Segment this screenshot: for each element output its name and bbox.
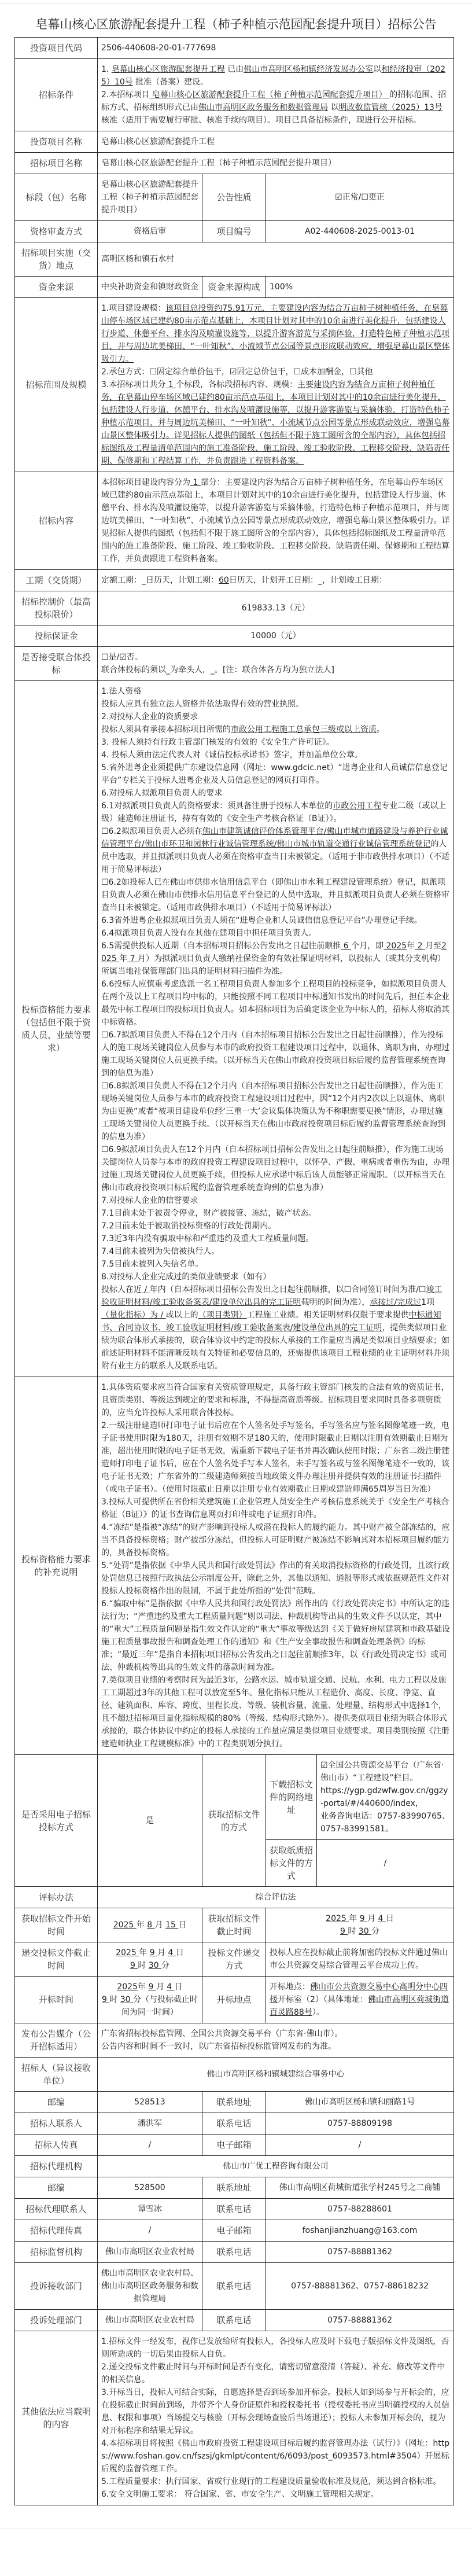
row-label: 联系电话 [202,2113,266,2135]
consortium-value [98,647,454,681]
paragraph: 2.一级注册建造师打印电子证书后应在个人签名处手写签名，手写签名应与签名图像笔迹一致，电子证书使用时限为180天，注册有效期不足180天的，使用时限截止日期以注册有效期截止日期为准，超出使用时限的电子证书无效，需重新下载电子证书并再次确认使用时限；广东省二级注册建造师打印电子证书后，应在个人签名处手写本人签名，未手写签名或与签名图像笔迹不一致的，该电子证书无效；广东省外的二级建造师须按当地政策文件办理注册并提供有效的注册证书扫描件（或电子证书）。（使用时限截止日期以注册专业有效期截止日期或建造师满65周岁当日为准） [101,1421,449,1494]
paragraph: 7.5目前未被列入失信名单。 [101,1260,204,1269]
get-docs-end-time [270,1925,450,1938]
agency-address: 佛山市高明区荷城街道张学村245号之二商铺 [266,2177,454,2199]
text-segment: 日 [174,1982,183,1992]
row-label: 邮编 [15,2177,98,2199]
get-docs-end-date [270,1912,450,1925]
row-label: 公告性质 [202,174,266,221]
row-label: 投标文件递交方式 [202,1942,266,1977]
project-code-value: 2506-440608-20-01-777698 [98,38,454,59]
underlined-text: 竣工验收证明材料/竣工验收备案表/建设单位出具的完工证明 [101,1285,443,1307]
row-ceiling-price [15,591,454,625]
row-label: 招标控制价（最高投标限价） [15,591,98,625]
agency-fax: / [98,2220,202,2242]
content-value [98,472,454,570]
underlined-text: 佛山市建筑诚信评价体系管理平台/佛山市城市道路建设与养护行业诚信管理平台/佛山市环卫和园林行业诚信管理系统/佛山市城市轨道交通行业诚信管理系统登记 [101,827,448,849]
underlined-text: 2025 [101,941,447,963]
paragraph: ☐6.9拟派项目负责人在12个月内（自本招标项目招标公告发出之日起往前顺推），作为施工现场关键岗位人员参与本市的政府投资工程建设项目过程中，以怀孕、产假、重病或者重伤为由，办理过施工现场关键岗位人员更换手续，但投标人应承诺中标后该人员能够正常履职。（以开标当天在佛山市政府投资项目标后履约监督管理系统查询到的信息为准） [101,1145,449,1193]
underlined-text: 皂幕山核心区旅游配套提升工程 [111,65,225,74]
row-label: 获取招标文件截止时间 [202,1908,266,1942]
paragraph: 公告内容和时间不一致时，以广东省招标投标监管网发布的为准。 [101,2042,336,2051]
row-label: 招标范围及规模 [15,298,98,472]
text-segment: 时 [138,1961,149,1970]
paragraph [101,940,450,978]
underlined-text: 30 [120,1995,134,2004]
ceiling-price-value: 619833.13（元） [98,591,454,625]
page-title: 皂幕山核心区旅游配套提升工程（柿子种植示范园配套提升项目）招标公告 [35,17,437,31]
row-agency [15,2156,454,2177]
tenderer-phone: 0757-88809198 [266,2113,454,2135]
underlined-text: 15 [165,1920,179,1930]
row-agency-postcode [15,2177,454,2199]
submit-date [101,1946,198,1959]
row-complaint-receive [15,2263,454,2310]
opening-place-value [266,1977,454,2023]
supplement-value [98,1377,454,1755]
text-segment: 以 [373,65,382,74]
row-deposit [15,625,454,647]
row-label: 招标条件 [15,59,98,131]
download-platform: ☑全国公共资源交易平台（广东省·佛山市）“工程建设”栏目。 [320,1761,444,1783]
text-segment: 时 [109,1995,120,2004]
scope-value [98,298,454,472]
paragraph: 4.“冻结”是指被“冻结”的财产影响到投标人或潜在投标人的履约能力。其中财产被全部冻结的，应当不具备投标资格；财产被部分冻结，但投标人可证明财产被冻结不影响其对本招标项目履约能力的，具备投标资格。 [101,1523,450,1558]
row-complaint-handle [15,2310,454,2331]
paragraph: 2.承包方式：☐固定综合单价包干，☑固定总价包干，☐成本加酬金，☐其他 [101,367,373,377]
row-label: 联系电话 [202,2199,266,2220]
underlined-text: 承接过/完成过 [370,1298,422,1307]
row-scope [15,298,454,472]
underlined-text: 6 [341,941,352,951]
other-value [98,2331,454,2505]
paragraph: 1.招标文件一经发布，视作已发放给所有投标人，各投标人应及时下载电子版招标文件及图纸，否则所造成的一切后果由投标人自负。 [101,2337,449,2359]
text-segment: 专业二级（或以上级）建造师注册证书，持有有效的《安全生产考核合格证（B证）》。 [101,801,447,823]
underlined-text: 2025 [117,1982,138,1992]
text-segment: 月 [156,1982,167,1992]
fund-ratio-value: 100% [266,277,454,298]
get-docs-start [98,1908,202,1942]
row-label: 资金来源 [15,277,98,298]
paragraph: 广东省招标投标监管网、全国公共资源交易平台（广东省·佛山市）。 [101,2029,343,2038]
underlined-text: 9 [359,1914,368,1923]
text-segment: 开标室（2）（具体地址： [278,1995,368,2004]
row-label: 递交投标文件截止时间 [15,1942,98,1977]
deposit-value: 10000（元） [98,625,454,647]
text-segment: 时 [348,1927,359,1936]
text-segment: 1项 [421,1298,435,1307]
row-label: 招标项目名称 [15,153,98,174]
row-label: 投资项目代码 [15,38,98,59]
underlined-text: 明政数监管核（2025）13号 [338,103,443,112]
row-label: 获取招标文件开始时间 [15,1908,98,1942]
row-label: 电子邮箱 [202,2220,266,2242]
text-segment: 年 [139,1948,150,1957]
paragraph: 5.工程质量要求：执行国家、省或行业现行的工程建设质量验收标准及规范，须达到合格标准。 [101,2477,441,2486]
paragraph: 7.对投标人企业的信誉要求 [101,1196,198,1205]
row-label: 开标时间 [15,1977,98,2023]
row-label: 项目编号 [202,221,266,242]
text-segment: 1. [101,65,112,74]
row-supplement [15,1377,454,1755]
row-label: 联系地址 [202,2177,266,2199]
row-label: 电子邮箱 [202,2135,266,2156]
row-label: 招标监督机构 [15,2242,98,2263]
row-label: 发布公告媒介（公开招标适用） [15,2023,98,2058]
agency-phone: 0757-88288601 [266,2199,454,2220]
paper-docs-value: / [317,1840,454,1887]
notice-table [14,37,454,2505]
row-label: 投资项目名称 [15,131,98,153]
row-agency-contact [15,2199,454,2220]
row-label: 获取纸质招标文件的方式 [266,1840,317,1887]
underlined-text: 8 [147,1920,155,1930]
row-label: 招标代理机构 [15,2156,98,2177]
row-label: 投标资格能力要求的补充说明 [15,1377,98,1755]
row-label: 投标资格能力要求（包括但不限于资质人员、业绩等要求） [15,681,98,1377]
row-agency-fax [15,2220,454,2242]
paragraph [101,63,450,89]
underlined-text: 9 [148,1982,156,1992]
underlined-text: （量化指标）为 / [101,1311,166,1320]
underlined-text: 该项目总投资约75.91万元，主要建设内容为结合万亩柿子树种植任务，在皂幕山停车场区域已建约80亩示范点基础上，本项目计划对其中的10余亩进行美化提升，包括建设人行步道、休憩平台、排水沟及喷灌设施等，以提升游客游览与采摘体验，打造特色柿子种植示范项目，并与周边坑美梯田、“一叶知秋”、小流域节点公园等景点形成联动效应，增强皂幕山景区整体吸引力。 [101,304,450,364]
underlined-text: 佛山市高明区荷城街道百灵路88号 [270,1995,449,2017]
row-label: 是否接受联合体投标 [15,647,98,681]
text-segment: 日 [385,1914,394,1923]
row-label: 招标内容 [15,472,98,570]
paragraph: 6.3省外进粤企业拟派项目负责人须在“进粤企业和人员诚信信息登记平台”办理登记手续。 [101,916,422,925]
submit-method-value: 投标人应在投标截止前将加密的投标文件通过佛山市公共资源交易综合管理云平台成功上传。 [266,1942,454,1977]
underlined-text: 4 [167,1982,175,1992]
text-segment: 年内（自本招标项目招标公告发出之日起往前顺推，以☐合同签订时间为准/☐ [149,1285,426,1294]
tenderer-value: 佛山市高明区杨和镇城建综合事务中心 [98,2058,454,2092]
text-segment: 投标人在近 [101,1285,142,1294]
opening-time-value [98,1977,202,2023]
agency-value: 佛山市广优工程咨询有限公司 [98,2156,454,2177]
paragraph: 6.安全文明施工要求： 符合国家、省、市安全生产、文明施工管理相关规定。 [101,2490,379,2499]
opening-time [101,1993,198,2019]
underlined-text: 佛山市公共资源交易中心高明分中心四楼 [270,1982,448,2004]
download-url-link[interactable]: https://ygp.gdzwfw.gov.cn/ggzy-portal/#/440600/index， [320,1786,448,1808]
underlined-text: 市政公用工程 [333,801,382,811]
row-label: 招标代理联系人 [15,2199,98,2220]
paragraph: 6.“骗取中标”是指依据《中华人民共和国行政处罚法》所作出的《行政处罚决定书》中所认定的违法行为；“严重违约及重大工程质量问题”则以司法、仲裁机构等出具的生效文件予以认定，其中的“重大”工程质量问题是指生效文件认定的“重大”事故等级达到《关于做好房屋建筑和市政基础设施工程质量事故报告和调查处理工作的通知》和《生产安全事故报告和调查处理条例》的标准；“最近三年”是指自本招标项目招标公告发出之日起往前顺推3年，以《行政处罚决定书》或司法、仲裁机构等出具的生效文件的落款时间为准。 [101,1599,451,1672]
submit-time [101,1959,198,1972]
text-segment: 月 [367,1914,378,1923]
text-segment: 分 [161,1961,170,1970]
paragraph: 6.4拟派项目负责人没有在其他在建项目中担任项目负责人。 [101,929,317,938]
underlined-text: 2025 [113,1920,137,1930]
complaint-receive-value: 佛山市高明区农业农村局、佛山市高明区政务服务和数据管理局 [98,2263,202,2310]
text-segment: 工程施工业绩。相关证明材料仅限于要求提供 [246,1311,409,1320]
row-label: 投标保证金 [15,625,98,647]
text-segment: 以 [328,103,339,112]
complaint-receive-phone: 0757-88881362、0757-88618232 [266,2263,454,2310]
underlined-text: （项目类别） [198,1311,247,1320]
text-segment: 投标人须具有承接本招标项目所需的 [101,725,231,734]
row-tender-condition [15,59,454,131]
row-media [15,2023,454,2058]
row-location [15,242,454,277]
text-segment: 月）为拟派项目负责人缴纳社保资金的有效社保证明材料，以投标人（或其分支机构）所属当地社保管理部门出具的证明材料扫描件为准。 [101,954,445,976]
paragraph: 1.法人资格 [101,687,142,696]
paragraph: 3.投标人可提供所在省份相关建筑施工企业管理人员安全生产考核信息系统关于《安全生产考核合格证（B证）》的证书查询信息网页打印件或电子证照打印件。 [101,1497,449,1519]
paragraph: 4.本招标项目将按照《佛山市政府投资工程建设项目标后履约监督管理办法（试行）》（网址：https://www.foshan.gov.cn/fszsj/gkmlpt/content/6/6093/post_6093573.html#3504）开展标后履约监督管理工作。 [101,2439,450,2474]
tender-condition-value [98,59,454,131]
underlined-text: 30 [358,1927,372,1936]
paragraph: 3.开标当日，投标人可结合实际，自愿选择是否到场参加开标会。投标人如到场参与开标会的，应在投标截止时间前到场，并带齐个人身份证原件和授权委托书（授权委托书应当明确授权的人员信息、权限和事项）当场提交与核验（开标会现场查验后当场退还）；投标人未参加开标会的，视为对开标程序和结果无异议。 [101,2388,449,2435]
text-segment: 日 [178,1920,187,1930]
download-phone: 业务咨询电话：0757-83990765、0757-83991581。 [320,1812,450,1834]
paragraph: ☐是/☑否。 [101,653,143,662]
row-label: 邮编 [15,2092,98,2113]
get-docs-end [266,1908,454,1942]
text-segment: 载明的时间为准）， [301,1298,370,1307]
underlined-text: / [142,1285,150,1294]
paragraph: 6.对投标人拟派项目负责人的要求 [101,789,223,798]
paragraph: ☐6.8拟派项目负责人不得在12个月内（自本招标项目招标公告发出之日起往前顺推），作为施工现场关键岗位人员参与本市的政府投资工程建设项目过程中，因“12个月内2次以上以退休、离职为由更换”或者“被项目建设单位经‘三重一大’会议集体决策认为不称职需要更换”情形，办理过施工现场关键岗位人员更换手续。（以开标当天在佛山市政府投资项目标后履约监督管理系统查询到的信息为准） [101,1081,445,1142]
paragraph: ☐6.2如投标人已在佛山市供排水信用信息平台（即佛山市水利工程建设管理系统）登记，拟派项目负责人必须在佛山市供排水信用信息平台登记的人员中选取，并且拟派项目负责人必须在资格审查当日未被锁定。（适用市政供排水项目）（不适用于简易评标法） [101,878,449,912]
row-project-code [15,38,454,59]
paragraph: 8.对投标人企业完成过的类似业绩要求（如有） [101,1272,271,1282]
row-tenderer-contact [15,2113,454,2135]
row-label: 投诉处理部门 [15,2310,98,2331]
underlined-text: 皂幕山核心区旅游配套提升工程（柿子种植示范园配套提升项目） [149,90,390,100]
text-segment: 1.项目建设规模： [101,304,166,313]
row-section-name [15,174,454,221]
underlined-text: 60 [219,576,229,585]
text-segment: 。 [377,725,385,734]
text-segment: 年 [138,1982,149,1992]
underlined-text: 4 [378,1914,386,1923]
row-submit-deadline [15,1942,454,1977]
complaint-handle-phone: 0757-88881362 [266,2310,454,2331]
tender-name-value: 皂幕山核心区旅游配套提升工程（柿子种植示范园配套提升项目） [98,153,454,174]
paragraph: 6.6投标人应慎重考虑选派一名工程项目负责人参加多个工程项目的投标竞争，如拟派项目负责人在两个及以上工程项目均中标的，只能按照不同工程项目中标通知书发出的时间先后，担任本企业最先中标工程项目的投标项目负责人。如本招标项目为后确定该企业为中标人的，招标人将取消其中标资格。 [101,980,449,1027]
row-label: 开标地点 [202,1977,266,2023]
text-segment: 开标地点： [270,1982,310,1992]
row-label: 工期（交货期） [15,570,98,591]
underlined-text: 9 [101,1995,110,2004]
paragraph: 2.对投标人企业的资质要求 [101,712,198,722]
paragraph: ☐6.7拟派项目负责人不得在12个月内（自本招标项目招标公告发出之日起往前顺推），作为投标人的施工现场关键岗位人员参与本市的政府投资工程建设项目过程中，以退休、离职为由，办理过施工现场关键岗位人员更换手续。（以开标当天在佛山市政府投资项目标后履约监督管理系统查询到的信息为准） [101,1031,449,1078]
row-content [15,472,454,570]
underlined-text: 9 [130,1961,138,1970]
text-segment: 分 [371,1927,380,1936]
paragraph [101,476,450,565]
paragraph: 7.1目前未处于被责令停业，财产被接管、冻结，破产状态。 [101,1209,317,1218]
row-period [15,570,454,591]
text-segment: 已由 [224,65,244,74]
row-qualification [15,681,454,1377]
text-segment: 年 [136,1920,148,1930]
row-opening [15,1977,454,2023]
underlined-text: 2025 [326,1914,349,1923]
paragraph [101,723,450,736]
row-label: 评标办法 [15,1887,98,1908]
row-label: 联系电话 [202,2310,266,2331]
row-fund-source [15,277,454,298]
text-segment: 本招标项目建设内容分为 [101,478,190,487]
text-segment: 分（与投标截止时间为同一时间） [121,1995,198,2017]
row-review-method [15,221,454,242]
row-label: 资格审查方式 [15,221,98,242]
underlined-text: 2025 [116,1948,139,1957]
paragraph: 5.“处罚”是指依据《中华人民共和国行政处罚法》作出的有关取消投标资格的行政处罚，且该行政处罚信息已按照行政执法公示制度公开，除此之外，其他以通知、通报等形式或依据规范性文件对投标人投标资格作出的限制，不属于此处所指的“处罚”范畴。 [101,1561,449,1596]
row-investment-name [15,131,454,153]
opening-date [101,1981,198,1993]
row-label: 获取招标文件的方式 [202,1755,266,1887]
project-number-value: A02-440608-2025-0013-01 [266,221,454,242]
paragraph: 5.省外进粤企业须提供广东建设信息网（网址：www.gdcic.net）“进粤企业和人员诚信信息登记平台”专栏关于投标人进粤企业及人员信息登记的网页打印件。 [101,763,448,785]
text-segment: 批准（备案）建设。 [132,78,209,87]
paragraph: 联合体投标的须以_为牵头人，_。[注：联合体各方均为独立法人] [101,665,334,675]
review-method-value: 资格后审 [98,221,202,242]
tenderer-contact-name: 潘洪军 [98,2113,202,2135]
underlined-text: 9 [340,1927,348,1936]
paragraph [101,1283,450,1372]
paragraph: 投标人应具有独立法人资格并依法取得有效的营业执照。 [101,700,304,709]
row-label: 是否采用电子招标投标方式 [15,1755,98,1887]
download-info [317,1755,454,1840]
text-segment: 日历天，计划开工日期：_，计划竣工日期： [228,576,387,585]
tenderer-address: 佛山市高明区杨和镇和丽路1号 [266,2092,454,2113]
text-segment: 个月，即 [351,941,384,951]
row-label: 招标项目实施（交货）地点 [15,242,98,277]
underlined-text: 佛山市高明区杨和镇经济发展办公室 [244,65,374,74]
agency-contact-name: 谭雪冰 [98,2199,202,2220]
text-segment: 的人员中选取，并且拟派项目负责人必须在资格审查当日未被锁定。（适用于非市政供排水项目）（不适用于简易评标法） [101,840,449,874]
tenderer-email: / [266,2135,454,2156]
row-label: 招标人（异议接收单位） [15,2058,98,2092]
evaluation-method-value: 综合评估法 [98,1887,454,1908]
paragraph [101,89,450,127]
row-tenderer [15,2058,454,2092]
media-value [98,2023,454,2058]
text-segment: 核准（适用于需要履行审批、核准手续的项目）。项目已具备招标条件，现进行公开招标。 [101,116,421,125]
row-consortium [15,647,454,681]
text-segment: ☐6.2拟派项目负责人必须在 [101,827,202,836]
paragraph [101,825,450,876]
text-segment: 6.1对拟派项目负责人的资格要求：须具备注册于投标人本单位的 [101,801,333,811]
row-tender-name [15,153,454,174]
supervisor-phone: 0757-88881362 [266,2242,454,2263]
text-segment: 日 [175,1948,184,1957]
text-segment: 或以上的 [165,1311,198,1320]
row-label: 招标人传真 [15,2135,98,2156]
row-label: 资金来源构成 [202,277,266,298]
underlined-text: 1 [165,380,176,389]
row-label: 其他依法应当载明的内容 [15,2331,98,2505]
underlined-text: 7 [127,954,138,963]
underlined-text: 佛山市高明区政务服务和数据管理局 [198,103,328,112]
row-get-docs-time [15,1908,454,1942]
row-other [15,2331,454,2505]
period-value [98,570,454,591]
location-value: 高明区杨和镇石水村 [98,242,454,277]
row-label: 联系地址 [202,2092,266,2113]
row-electronic [15,1755,454,1840]
supervisor-value: 佛山市高明区农业农村局 [98,2242,202,2263]
text-segment: 年 [407,941,415,951]
electronic-value: 是 [98,1755,202,1887]
text-segment: 2.本招标项目 [101,90,150,100]
agency-postcode: 528500 [98,2177,202,2199]
paragraph: 1.具体资质要求应当符合国家有关资质管理规定，具备行政主管部门核发的合法有效的资质证书，且资质类别、等级达到规定的要求和标准，不得提高资质等级。招标项目要求同时具备多项资质的，应当允许投标人采用联合体投标。 [101,1383,449,1418]
agency-email: foshanjianzhuang@163.com [266,2220,454,2242]
tenderer-fax: / [98,2135,202,2156]
text-segment: 定额工期：_日历天，计划工期： [101,576,219,585]
underlined-text: 30 [148,1961,162,1970]
submit-deadline-value [98,1942,202,1977]
row-label: 招标人联系人 [15,2113,98,2135]
text-segment: ）。 [312,2008,325,2017]
underlined-text: 1 [190,478,201,487]
text-segment: 月 [154,1920,166,1930]
text-segment: 年 [119,954,128,963]
row-tenderer-fax [15,2135,454,2156]
text-segment: 年 [349,1914,360,1923]
paragraph: 3. 投标人须持有行政主管部门核发的有效的《安全生产许可证》。 [101,738,334,747]
underlined-text: 市政公用工程施工总承包三级或以上资质 [231,725,377,734]
row-label: 招标代理传真 [15,2220,98,2242]
text-segment: 3.本招标项目共分 [101,380,166,389]
paragraph: 2.递交投标文件截止时间与开标时间是否有变化，请密切留意澄清（答疑）、补充、修改等文件中的相关信息。 [101,2362,445,2384]
complaint-handle-value: 佛山市高明区农业农村局 [98,2310,202,2331]
qualification-value [98,681,454,1377]
underlined-text: 4 [168,1948,176,1957]
section-name-value: 皂幕山核心区旅游配套提升工程（柿子种植示范园配套提升项目） [98,174,202,221]
underlined-text: 中标通知书、合同协议书、竣工验收证明材料/竣工验收备案表/建设单位出具的完工证明 [101,1311,441,1333]
row-label: 下载招标文件的网络地址 [266,1755,317,1840]
paragraph: 7.3近3年内没有骗取中标和严重违约及重大工程质量问题。 [101,1234,314,1243]
paragraph [101,574,450,587]
tenderer-postcode: 528513 [98,2092,202,2113]
row-label: 标段（包）名称 [15,174,98,221]
paragraph: 7.2目前未处于被取消投标资格的行政处罚期内。 [101,1221,276,1231]
row-label: 投诉接收部门 [15,2263,98,2310]
underlined-text: 2025 [384,941,407,951]
underlined-text: 9 [149,1948,158,1957]
row-tenderer-postcode [15,2092,454,2113]
paragraph [101,378,450,468]
investment-name-value: 皂幕山核心区旅游配套提升工程 [98,131,454,153]
paragraph [101,302,450,366]
underlined-text: 2 [415,941,425,951]
text-segment: 6.5需提供投标人近期（自本招标项目招标公告发出之日起往前顺推 [101,941,341,951]
paragraph: 7.4目前未被列为失信被执行人。 [101,1247,220,1256]
paragraph: 7.类似项目业绩的考察时间为最近3年，公路水运、城市轨道交通、民航、水利、电力工程以及施工工期超过3年的其他工程可以放宽至5年。量化指标只能从工程造价、高度、长度、净宽、直径、建筑面积、库容、跨度、里程长度、等级、装机容量、流量、处理量、结构形式中选择1个，且不超过招标项目量化指标规模的80%（等级、结构形式除外）。提供类似项目业绩为联合体形式承接的，联合体协议中约定的投标人承接的工作量应满足类似项目业绩要求。项目类别按照《注册建造师执业工程规模标准》中的工程类别划分执行。 [101,1676,449,1749]
underlined-text: 主要建设内容为结合万亩柿子树种植任务，在皂幕山停车场区域已建约80亩示范点基础上，本项目计划对其中的10余亩进行美化提升，包括建设人行步道、休憩平台、排水沟及喷灌设施等，以提升游客游览与采摘体验，打造特色柿子种植示范项目，并与周边坑美梯田、“一叶知秋”、小流域节点公园等景点形成联动效应，增强皂幕山景区整体吸引力。详见招标人提供的图纸（包括但不限于施工图所含的全部内容），具体包括招标图纸及工程量清单范围内的施工准备阶段、施工阶段、竣工验收阶段、工程移交阶段、缺陷责任期、保修期和工程结算工作，并负责跟进工程资料备案。 [101,380,450,466]
row-label: 联系电话 [202,2242,266,2263]
text-segment: 月至 [425,941,441,951]
underlined-text: 和经济投审（2025）10号 [101,65,445,87]
text-segment: 的招标范围、招标方式、招标组织形式已由 [101,90,447,112]
text-segment: ，提供类似项目业绩为联合体形式承接的，联合体协议中约定的投标人承接的工作量应当满足类似项目业绩要求；如前述证明材料不能清晰反映有关特征和必要信息的，还需提供该项目工程业绩的业主证明材料并须附有业主方的联系人及联系电话。 [101,1323,449,1371]
paragraph: 4. 投标人须由法定代表人对《诚信投标承诺书》签字，并加盖单位公章。 [101,750,363,760]
fund-source-value: 中央补助资金和镇财政资金 [98,277,202,298]
text-segment: 个标段，各标段招标内容、规模： [176,380,298,389]
text-segment: 月 [157,1948,168,1957]
paragraph [101,800,450,825]
text-segment: 部分：主要建设内容为结合万亩柿子树种植任务，在皂幕山停车场区域已建约80亩示范点基础上，本项目计划对其中的10余亩进行美化提升，包括建设人行步道、休憩平台、排水沟及喷灌设施等，以提升游客游览与采摘体验，打造特色柿子种植示范项目，并与周边坑美梯田、“一叶知秋”、小流域节点公园等景点形成联动效应，增强皂幕山景区整体吸引力。详见招标人提供的图纸（包括但不限于施工图所含的全部内容），具体包括招标图纸及工程量清单范围内的施工准备阶段、施工阶段、竣工验收阶段、工程移交阶段、缺陷责任期、保修期和工程结算工作，并负责跟进工程资料备案。 [101,478,450,564]
row-supervisor [15,2242,454,2263]
notice-type-value: ☑正常/☐更正 [266,174,454,221]
row-label: 联系电话 [202,2263,266,2310]
row-evaluation-method [15,1887,454,1908]
